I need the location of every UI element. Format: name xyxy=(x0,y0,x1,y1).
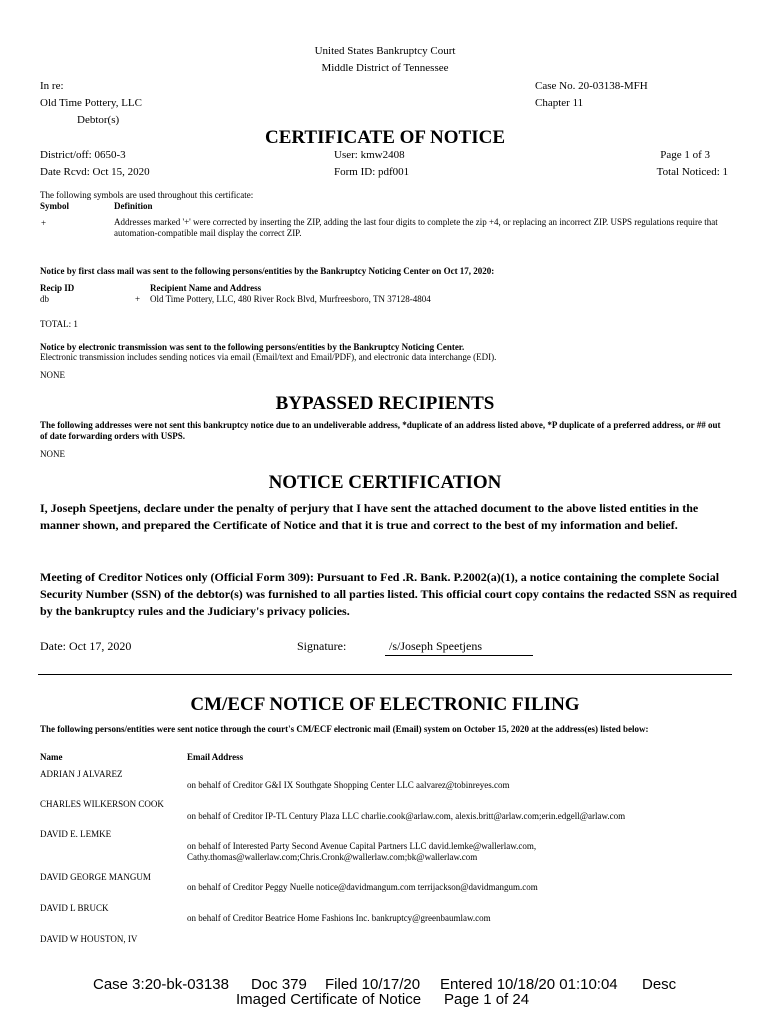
electronic-heading: Notice by electronic transmission was sent to the following persons/entities by the Bankruptcy Noticing Center. xyxy=(40,342,465,352)
recip-mark: + xyxy=(135,294,141,304)
symbol-definition: Addresses marked '+' were corrected by inserting the ZIP, adding the last four digits to complete the zip +4, or replacing an incorrect ZIP. USPS regulations require that automation-compatible mail display the correct ZIP. xyxy=(114,217,718,238)
signature-value: /s/Joseph Speetjens xyxy=(389,639,482,653)
cmecf-entry-name: CHARLES WILKERSON COOK xyxy=(40,799,164,809)
cmecf-entry-email: Cathy.thomas@wallerlaw.com;Chris.Cronk@wallerlaw.com;bk@wallerlaw.com xyxy=(187,852,478,862)
footer-desc: Desc xyxy=(642,976,677,993)
symbols-intro: The following symbols are used throughout this certificate: xyxy=(40,190,254,200)
footer-doc-number: Doc 379 xyxy=(251,976,307,993)
cmecf-entry-name: ADRIAN J ALVAREZ xyxy=(40,769,123,779)
certification-declaration: I, Joseph Speetjens, declare under the penalty of perjury that I have sent the attached document to the above listed entities in the manner shown, and prepared the Certificate of Notice and that it is true and correct to the best of my information and belief. xyxy=(40,501,699,532)
recipient-address: Old Time Pottery, LLC, 480 River Rock Blvd, Murfreesboro, TN 37128-4804 xyxy=(150,294,431,304)
cmecf-title: CM/ECF NOTICE OF ELECTRONIC FILING xyxy=(190,694,580,715)
debtor-name: Old Time Pottery, LLC xyxy=(40,97,142,109)
case-number: Case No. 20-03138-MFH xyxy=(535,80,648,92)
total-noticed: Total Noticed: 1 xyxy=(656,166,728,178)
electronic-subheading: Electronic transmission includes sending notices via email (Email/text and Email/PDF), and electronic data interchange (EDI). xyxy=(40,352,497,362)
bypassed-title: BYPASSED RECIPIENTS xyxy=(275,393,495,414)
footer-page-number: Page 1 of 24 xyxy=(444,991,530,1008)
user-id: User: kmw2408 xyxy=(334,149,405,161)
section-divider xyxy=(38,674,732,675)
electronic-none: NONE xyxy=(40,370,65,380)
court-district: Middle District of Tennessee xyxy=(321,62,449,74)
bypassed-none: NONE xyxy=(40,449,65,459)
cmecf-entry-email: on behalf of Creditor IP-TL Century Plaza LLC charlie.cook@arlaw.com, alexis.britt@arlaw.com;erin.edgell@arlaw.com xyxy=(187,811,626,821)
in-re-label: In re: xyxy=(40,80,64,92)
cmecf-entry-email: on behalf of Creditor Peggy Nuelle notice@davidmangum.com terrijackson@davidmangum.com xyxy=(187,882,538,892)
footer-entered-date: Entered 10/18/20 01:10:04 xyxy=(440,976,618,993)
district-office: District/off: 0650-3 xyxy=(40,149,126,161)
meeting-creditor-notice: Meeting of Creditor Notices only (Official Form 309): Pursuant to Fed .R. Bank. P.2002(a)(1), a notice containing the complete Social Security Number (SSN) of the debtor(s) was furnished to all parties listed. This official court copy contains the redacted SSN as required by the bankruptcy rules and the Judiciary's privacy policies. xyxy=(40,570,737,618)
total-recipients: TOTAL: 1 xyxy=(40,319,78,329)
name-col-header: Name xyxy=(40,752,63,762)
page-indicator: Page 1 of 3 xyxy=(660,149,710,161)
form-id: Form ID: pdf001 xyxy=(334,166,410,178)
symbol-plus: + xyxy=(41,218,47,228)
first-class-heading: Notice by first class mail was sent to the following persons/entities by the Bankruptcy Noticing Center on Oct 17, 2020: xyxy=(40,266,495,276)
debtor-label: Debtor(s) xyxy=(77,114,120,126)
signature-label: Signature: xyxy=(297,639,347,653)
symbol-col-header: Symbol xyxy=(40,201,70,211)
cmecf-entry-email: on behalf of Creditor Beatrice Home Fashions Inc. bankruptcy@greenbaumlaw.com xyxy=(187,913,491,923)
date-received: Date Rcvd: Oct 15, 2020 xyxy=(40,166,150,178)
cmecf-entry-name: DAVID E. LEMKE xyxy=(40,829,112,839)
signature-line xyxy=(385,655,533,656)
certification-date: Date: Oct 17, 2020 xyxy=(40,639,132,653)
cmecf-intro: The following persons/entities were sent notice through the court's CM/ECF electronic mail (Email) system on October 15, 2020 at the address(es) listed below: xyxy=(40,724,649,734)
cmecf-entry-name: DAVID GEORGE MANGUM xyxy=(40,872,151,882)
court-name: United States Bankruptcy Court xyxy=(314,45,456,57)
recip-id: db xyxy=(40,294,49,304)
page-title: CERTIFICATE OF NOTICE xyxy=(264,127,506,148)
recipient-name-col-header: Recipient Name and Address xyxy=(150,283,262,293)
footer-document-title: Imaged Certificate of Notice xyxy=(236,991,422,1008)
footer-case-number: Case 3:20-bk-03138 xyxy=(93,976,229,993)
cmecf-entry-name: DAVID W HOUSTON, IV xyxy=(40,934,138,944)
cmecf-entry-email: on behalf of Interested Party Second Avenue Capital Partners LLC david.lemke@wallerlaw.com, xyxy=(187,841,537,851)
cmecf-entry-name: DAVID L BRUCK xyxy=(40,903,109,913)
email-col-header: Email Address xyxy=(187,752,244,762)
definition-col-header: Definition xyxy=(114,201,153,211)
bypassed-text: The following addresses were not sent this bankruptcy notice due to an undeliverable address, *duplicate of an address listed above, *P duplicate of a preferred address, or ## out of date forwarding orders with USPS. xyxy=(40,420,721,441)
cmecf-entry-email: on behalf of Creditor G&I IX Southgate Shopping Center LLC aalvarez@tobinreyes.com xyxy=(187,780,510,790)
footer-filed-date: Filed 10/17/20 xyxy=(325,976,421,993)
chapter: Chapter 11 xyxy=(535,97,584,109)
certification-title: NOTICE CERTIFICATION xyxy=(268,472,502,493)
recip-id-col-header: Recip ID xyxy=(40,283,75,293)
